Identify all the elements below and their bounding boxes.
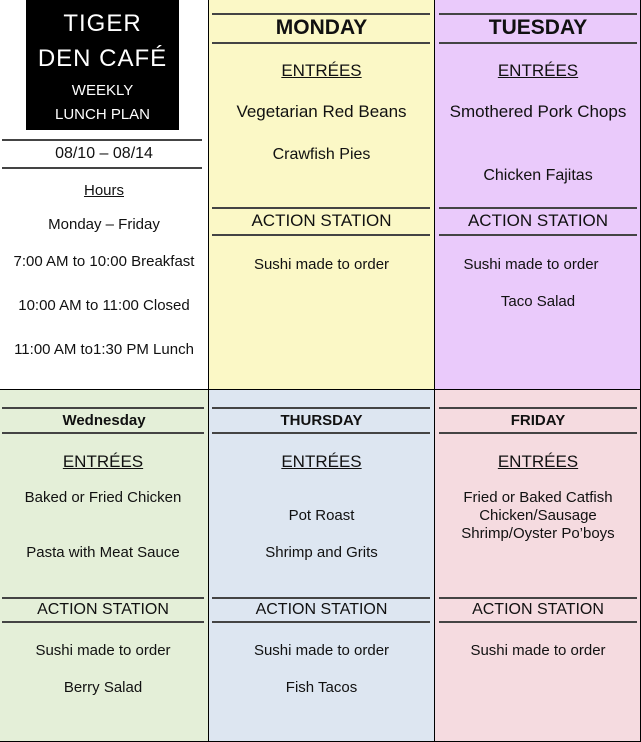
hours-closed: 10:00 AM to 11:00 Closed	[18, 297, 190, 314]
divider	[439, 234, 637, 236]
wednesday-entree-2: Pasta with Meat Sauce	[26, 544, 180, 561]
hours-lunch: 11:00 AM to1:30 PM Lunch	[14, 341, 194, 358]
friday-station-label: ACTION STATION	[472, 601, 604, 618]
friday-entree-2: Chicken/Sausage	[479, 507, 597, 524]
monday-entree-1: Vegetarian Red Beans	[236, 102, 407, 121]
divider	[212, 234, 430, 236]
divider	[439, 432, 637, 434]
logo-line-3: WEEKLY	[71, 82, 134, 99]
friday-station-1: Sushi made to order	[470, 642, 606, 659]
friday-title: FRIDAY	[510, 412, 566, 429]
tuesday-station-2: Taco Salad	[500, 293, 576, 310]
divider	[212, 13, 430, 15]
divider	[2, 432, 204, 434]
grid-line	[0, 389, 641, 390]
monday-entree-2: Crawfish Pies	[272, 146, 371, 163]
tuesday-panel	[435, 0, 641, 389]
wednesday-station-label: ACTION STATION	[37, 601, 169, 618]
thursday-entree-2: Shrimp and Grits	[265, 544, 378, 561]
divider	[212, 407, 430, 409]
divider	[212, 597, 430, 599]
divider	[2, 621, 204, 623]
tuesday-station-1: Sushi made to order	[463, 256, 599, 273]
tuesday-entree-1: Smothered Pork Chops	[449, 102, 627, 121]
monday-panel	[209, 0, 434, 389]
monday-entrees-label: ENTRÉES	[281, 61, 362, 80]
cafe-logo	[26, 0, 179, 130]
divider	[2, 139, 202, 141]
date-range: 08/10 – 08/14	[55, 145, 153, 162]
divider	[439, 42, 637, 44]
thursday-entree-1: Pot Roast	[288, 507, 355, 524]
monday-station-label: ACTION STATION	[251, 211, 392, 230]
divider	[2, 597, 204, 599]
monday-station-1: Sushi made to order	[253, 256, 390, 273]
tuesday-entrees-label: ENTRÉES	[497, 61, 579, 80]
logo-line-2: DEN CAFÉ	[37, 45, 168, 72]
operating-days: Monday – Friday	[48, 216, 160, 233]
wednesday-station-1: Sushi made to order	[35, 642, 171, 659]
divider	[439, 407, 637, 409]
divider	[439, 597, 637, 599]
friday-entree-1: Fried or Baked Catfish	[463, 489, 613, 506]
wednesday-title: Wednesday	[62, 412, 146, 429]
tuesday-entree-2: Chicken Fajitas	[483, 167, 593, 184]
divider	[439, 207, 637, 209]
divider	[212, 621, 430, 623]
friday-entree-3: Shrimp/Oyster Po’boys	[461, 525, 615, 542]
divider	[439, 621, 637, 623]
wednesday-entrees-label: ENTRÉES	[62, 452, 144, 471]
friday-entrees-label: ENTRÉES	[497, 452, 579, 471]
tuesday-station-label: ACTION STATION	[467, 211, 609, 230]
divider	[2, 167, 202, 169]
hours-heading: Hours	[83, 182, 124, 199]
thursday-title: THURSDAY	[280, 412, 363, 429]
thursday-station-1: Sushi made to order	[253, 642, 390, 659]
divider	[212, 42, 430, 44]
divider	[2, 407, 204, 409]
divider	[439, 13, 637, 15]
divider	[212, 432, 430, 434]
hours-breakfast: 7:00 AM to 10:00 Breakfast	[13, 253, 195, 270]
friday-panel	[435, 390, 641, 742]
monday-title: MONDAY	[275, 16, 368, 39]
wednesday-station-2: Berry Salad	[63, 679, 143, 696]
tuesday-title: TUESDAY	[488, 16, 588, 39]
divider	[212, 207, 430, 209]
thursday-entrees-label: ENTRÉES	[281, 452, 362, 471]
logo-line-1: TIGER	[63, 10, 142, 37]
thursday-station-2: Fish Tacos	[285, 679, 358, 696]
logo-line-4: LUNCH PLAN	[54, 106, 151, 123]
thursday-station-label: ACTION STATION	[255, 601, 388, 618]
wednesday-entree-1: Baked or Fried Chicken	[24, 489, 182, 506]
